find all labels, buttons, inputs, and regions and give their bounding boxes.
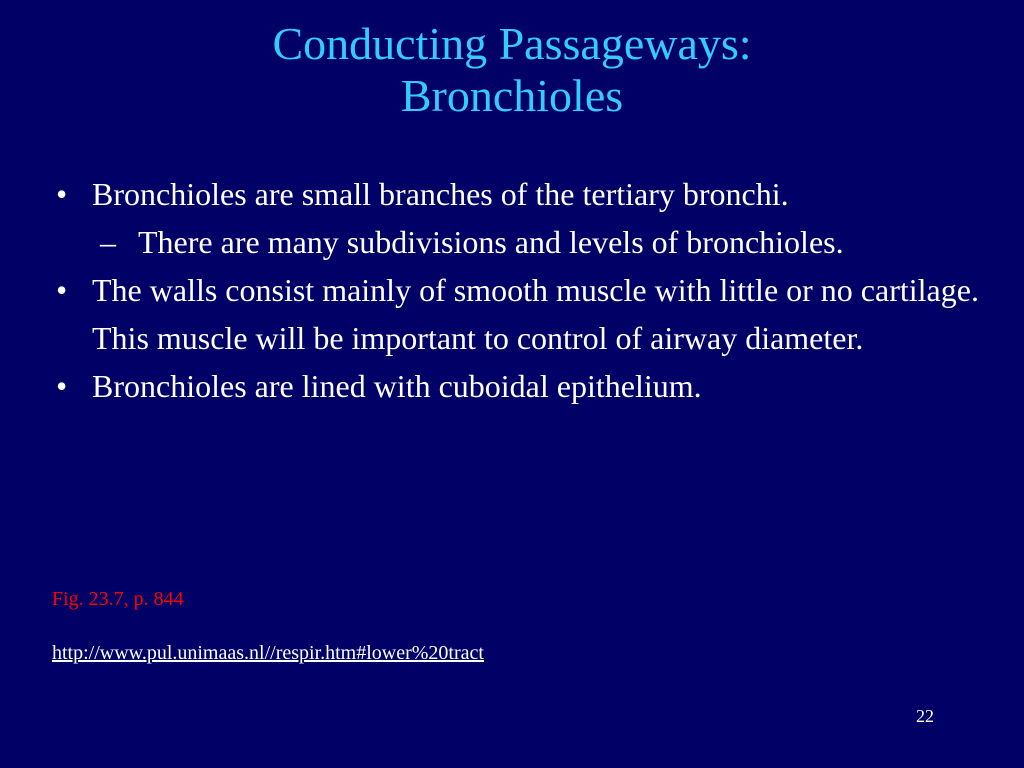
bullet-marker: • bbox=[56, 272, 68, 308]
sub-bullet-item-1 bbox=[52, 218, 982, 266]
slide-title-line-2: Bronchioles bbox=[400, 70, 624, 121]
reference-link[interactable]: http://www.pul.unimaas.nl//respir.htm#lower%20tract bbox=[52, 642, 484, 664]
slide-title bbox=[0, 18, 1024, 122]
figure-reference: Fig. 23.7, p. 844 bbox=[52, 588, 184, 610]
slide-title-line-1: Conducting Passageways: bbox=[272, 18, 752, 69]
sub-bullet-marker: – bbox=[100, 224, 116, 260]
bullet-list bbox=[52, 170, 982, 410]
bullet-item-3 bbox=[52, 362, 982, 410]
page-number: 22 bbox=[916, 706, 934, 726]
bullet-item-1 bbox=[52, 170, 982, 218]
bullet-text: Bronchioles are small branches of the tertiary bronchi. bbox=[92, 176, 789, 212]
bullet-marker: • bbox=[56, 176, 68, 212]
bullet-item-2 bbox=[52, 266, 982, 362]
bullet-text: The walls consist mainly of smooth muscle with little or no cartilage. This muscle will be important to control of airway diameter. bbox=[92, 272, 979, 356]
bullet-marker: • bbox=[56, 368, 68, 404]
sub-bullet-text: There are many subdivisions and levels of bronchioles. bbox=[138, 224, 844, 260]
bullet-text: Bronchioles are lined with cuboidal epithelium. bbox=[92, 368, 702, 404]
